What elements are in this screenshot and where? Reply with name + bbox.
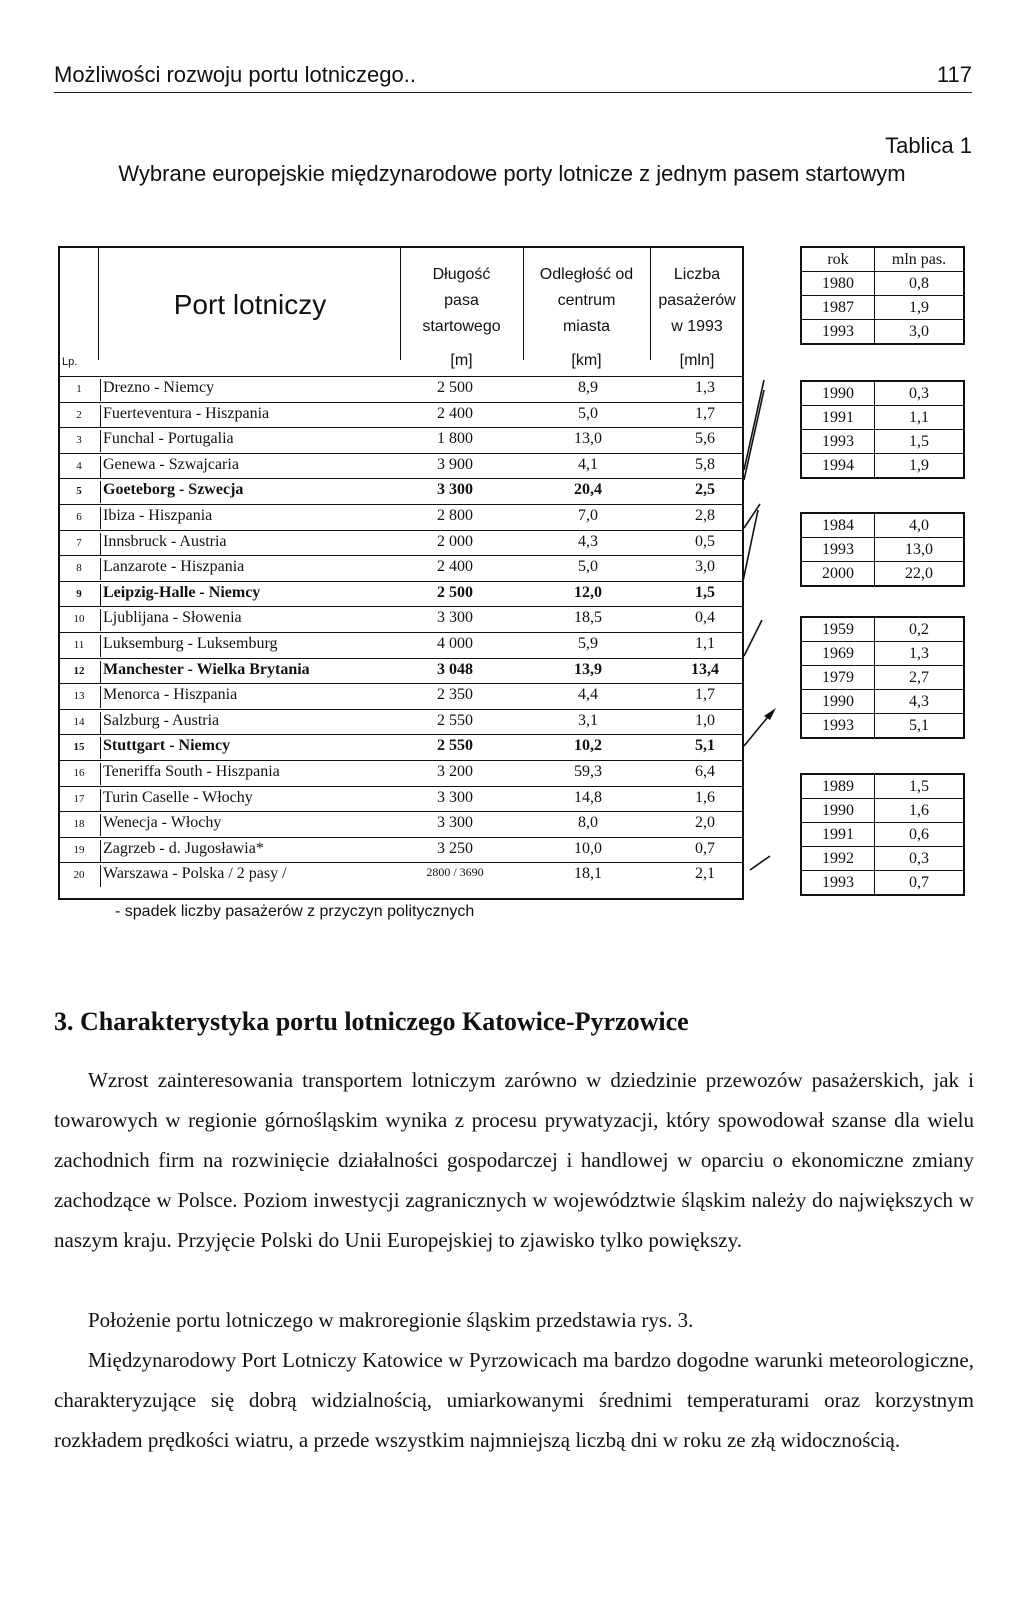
row-number: 4 [76,459,82,472]
row-airport-name: Drezno - Niemcy [100,379,214,401]
side-table-body [801,774,964,895]
row-distance: 18,5 [574,609,602,627]
side-table-row [801,871,964,896]
col-header-distance-l2: centrum [557,292,616,309]
row-airport-name: Menorca - Hiszpania [100,686,237,708]
row-distance: 4,4 [578,686,598,704]
header-divider [98,248,99,360]
row-airport-name: Manchester - Wielka Brytania [100,661,310,683]
table-row [60,606,742,632]
row-airport-name: Goeteborg - Szwecja [100,481,243,503]
row-runway-length: 2 500 [437,379,473,396]
row-runway-length: 3 200 [437,762,473,780]
side-year: 1989 [801,774,875,799]
table-row [60,709,742,735]
col-header-runway [400,262,523,340]
row-distance: 8,0 [578,814,598,832]
table-row [60,478,742,504]
running-header [54,60,972,93]
table-row [60,786,742,812]
row-passengers: 1,7 [695,404,715,422]
side-value: 1,3 [875,642,965,666]
side-value: 13,0 [875,538,965,562]
row-distance: 13,9 [574,660,602,678]
row-airport-name: Ljublijana - Słowenia [100,609,242,631]
row-airport-name: Leipzig-Halle - Niemcy [100,584,260,606]
row-number: 9 [76,587,82,600]
side-year: 1993 [801,538,875,562]
side-header-value: mln pas. [875,247,965,272]
col-header-runway-l3: startowego [422,318,501,335]
side-value: 0,8 [875,272,965,296]
row-passengers: 2,5 [695,481,715,499]
side-value: 1,9 [875,454,965,479]
table-footnote: - spadek liczby pasażerów z przyczyn politycznych [115,903,475,920]
side-year: 1990 [801,381,875,406]
table-row [60,530,742,556]
row-passengers: 2,8 [695,506,715,524]
unit-passengers: [mln] [679,352,715,369]
row-passengers: 1,3 [695,379,715,396]
side-table-row [801,847,964,871]
row-distance: 4,3 [578,532,598,550]
row-runway-length: 2 000 [437,532,473,550]
row-passengers: 1,1 [695,634,715,652]
row-airport-name: Warszawa - Polska / 2 pasy / [100,865,287,887]
row-passengers: 13,4 [691,660,719,678]
page-number: 117 [936,62,972,87]
row-runway-length: 3 300 [437,609,473,627]
row-passengers: 5,8 [695,455,715,473]
row-distance: 10,0 [574,839,602,857]
row-airport-name: Wenecja - Włochy [100,814,221,836]
row-distance: 10,2 [574,737,602,755]
table-row [60,427,742,453]
side-table-body [801,617,964,738]
side-value: 3,0 [875,320,965,345]
table-body [60,376,742,888]
row-passengers: 0,5 [695,532,715,550]
airports-table [58,246,744,900]
table-row [60,837,742,863]
table-row [60,504,742,530]
side-table-row [801,714,964,739]
row-number: 8 [76,562,82,575]
col-header-distance [523,262,650,340]
paragraph-1: Wzrost zainteresowania transportem lotniczym zarówno w dziedzinie przewozów pasażerskich, jak i towarowych w regionie górnośląskim wynika z procesu prywatyzacji, który spowodował szanse dla wielu zachodnich firm na rozwinięcie działalności gospodarczej i handlowej w oparciu o ekonomiczne zmiany zachodzące w Polsce. Poziom inwestycji zagranicznych w województwie śląskim należy do największych w naszym kraju. Przyjęcie Polski do Unii Europejskiej to zjawisko tylko powiększy. [54,1068,974,1252]
side-value: 5,1 [875,714,965,739]
unit-distance: [km] [571,352,602,369]
row-number: 14 [73,715,85,728]
row-passengers: 1,7 [695,686,715,704]
side-table-zagreb [800,773,965,896]
table-row [60,376,742,402]
row-runway-length: 3 300 [437,481,473,499]
side-table-row [801,562,964,587]
col-header-distance-l3: miasta [562,318,611,335]
paragraph-2: Położenie portu lotniczego w makroregionie śląskim przedstawia rys. 3. [88,1308,694,1332]
row-distance: 59,3 [574,762,602,780]
side-value: 22,0 [875,562,965,587]
side-table-body [801,381,964,478]
row-runway-length: 1 800 [437,430,473,448]
side-year: 1987 [801,296,875,320]
row-airport-name: Innsbruck - Austria [100,533,227,555]
row-runway-length: 2800 / 3690 [426,865,484,880]
side-value: 0,6 [875,823,965,847]
row-runway-length: 4 000 [437,634,473,652]
row-passengers: 2,1 [695,865,715,883]
col-header-runway-l2: pasa [444,292,479,309]
connector-line [744,504,760,528]
row-airport-name: Fuerteventura - Hiszpania [100,405,269,427]
row-distance: 18,1 [574,865,602,883]
side-value: 0,3 [875,381,965,406]
row-passengers: 5,1 [695,737,715,755]
side-year: 1993 [801,871,875,896]
side-table-row [801,513,964,538]
table-row [60,811,742,837]
side-year: 1959 [801,617,875,642]
unit-runway: [m] [450,352,473,369]
side-year: 1993 [801,320,875,345]
row-runway-length: 3 048 [437,660,473,678]
table-header [60,248,742,378]
side-year: 1979 [801,666,875,690]
row-airport-name: Salzburg - Austria [100,712,219,734]
connector-line [744,380,764,470]
side-table-row [801,642,964,666]
row-number: 3 [76,434,82,447]
row-passengers: 6,4 [695,762,715,780]
side-year: 1993 [801,430,875,454]
row-number: 20 [73,869,85,882]
row-distance: 20,4 [574,481,602,499]
row-airport-name: Zagrzeb - d. Jugosławia* [100,840,264,862]
row-runway-length: 3 250 [437,839,473,857]
row-distance: 5,9 [578,634,598,652]
side-table-fuerteventura [800,380,965,479]
connector-line [744,620,762,656]
row-distance: 7,0 [578,506,598,524]
row-airport-name: Turin Caselle - Włochy [100,789,253,811]
side-table-row [801,430,964,454]
paragraph-3: Międzynarodowy Port Lotniczy Katowice w Pyrzowicach ma bardzo dogodne warunki meteorologiczne, charakteryzujące się dobrą widzialnością, umiarkowanymi średnimi temperaturami oraz korzystnym rozkładem prędkości wiatru, a przede wszystkim najmniejszą liczbą dni w roku ze złą widocznością. [54,1348,974,1452]
row-distance: 3,1 [578,711,598,729]
row-number: 13 [73,690,85,703]
col-header-lp: Lp. [62,356,78,368]
side-table-row [801,690,964,714]
side-table-body [801,272,964,345]
row-runway-length: 3 900 [437,455,473,473]
row-passengers: 2,0 [695,814,715,832]
side-table-row [801,320,964,345]
row-number: 12 [73,664,85,677]
connector-lines [742,370,802,900]
col-header-port: Port lotniczy [173,289,327,320]
table-title: Wybrane europejskie międzynarodowe porty lotnicze z jednym pasem startowym [118,161,906,186]
side-table-row [801,272,964,296]
side-table-row [801,381,964,406]
side-table-row [801,454,964,479]
row-airport-name: Genewa - Szwajcaria [100,456,239,478]
table-row [60,658,742,684]
row-passengers: 5,6 [695,430,715,448]
side-value: 1,5 [875,774,965,799]
side-table-manchester [800,512,965,587]
row-runway-length: 2 350 [437,686,473,704]
row-airport-name: Teneriffa South - Hiszpania [100,763,280,785]
side-value: 0,7 [875,871,965,896]
side-table-row [801,666,964,690]
table-row [60,734,742,760]
row-number: 11 [73,638,85,651]
side-year: 1992 [801,847,875,871]
row-runway-length: 2 550 [437,737,473,755]
row-passengers: 3,0 [695,558,715,576]
side-table-body [801,513,964,586]
side-value: 1,6 [875,799,965,823]
side-year: 1969 [801,642,875,666]
table-row [60,632,742,658]
row-passengers: 1,6 [695,788,715,806]
col-header-passengers-l3: w 1993 [671,318,723,335]
row-airport-name: Lanzarote - Hiszpania [100,558,244,580]
side-year: 1990 [801,690,875,714]
side-table-row [801,406,964,430]
side-year: 1991 [801,406,875,430]
side-value: 4,0 [875,513,965,538]
row-passengers: 0,7 [695,839,715,857]
row-airport-name: Luksemburg - Luksemburg [100,635,278,657]
row-number: 1 [76,383,82,395]
side-year: 1984 [801,513,875,538]
row-distance: 8,9 [578,379,598,396]
row-number: 5 [76,485,82,498]
side-value: 1,5 [875,430,965,454]
side-table-lanzarote [800,246,965,345]
table-row [60,555,742,581]
row-number: 6 [76,510,82,523]
side-value: 0,2 [875,617,965,642]
col-header-passengers-l1: Liczba [673,266,721,283]
row-distance: 5,0 [578,558,598,576]
side-table-row [801,538,964,562]
table-row [60,453,742,479]
row-distance: 12,0 [574,583,602,601]
section-heading: 3. Charakterystyka portu lotniczego Katowice-Pyrzowice [54,1007,689,1036]
side-value: 4,3 [875,690,965,714]
row-runway-length: 2 400 [437,404,473,422]
row-number: 7 [76,536,82,549]
table-row [60,402,742,428]
side-year: 1993 [801,714,875,739]
table-row [60,581,742,607]
col-header-passengers-l2: pasażerów [658,292,736,309]
row-passengers: 1,5 [695,583,715,601]
row-passengers: 1,0 [695,711,715,729]
side-table-row [801,296,964,320]
row-airport-name: Stuttgart - Niemcy [100,737,230,759]
connector-line [742,510,758,586]
row-number: 16 [73,766,85,779]
row-number: 15 [73,741,85,754]
row-distance: 13,0 [574,430,602,448]
row-number: 10 [73,613,85,626]
row-airport-name: Funchal - Portugalia [100,430,234,452]
connector-line [744,390,764,480]
table-row [60,862,742,888]
row-distance: 5,0 [578,404,598,422]
row-passengers: 0,4 [695,609,715,627]
table-row [60,683,742,709]
side-value: 1,9 [875,296,965,320]
row-distance: 4,1 [578,455,598,473]
side-value: 0,3 [875,847,965,871]
row-runway-length: 2 500 [437,583,473,601]
side-table-row [801,617,964,642]
side-table-row [801,823,964,847]
side-table-stuttgart [800,616,965,739]
side-value: 1,1 [875,406,965,430]
col-header-passengers [650,262,744,340]
row-number: 19 [73,843,85,856]
row-runway-length: 3 300 [437,788,473,806]
side-value: 2,7 [875,666,965,690]
side-header-year: rok [801,247,875,272]
arrowhead [764,708,776,720]
col-header-distance-l1: Odległość od [539,266,634,283]
row-number: 2 [76,408,82,421]
running-title: Możliwości rozwoju portu lotniczego.. [54,62,416,87]
row-number: 17 [73,792,85,805]
side-year: 1994 [801,454,875,479]
row-runway-length: 2 550 [437,711,473,729]
side-table-row [801,774,964,799]
side-table-row [801,799,964,823]
row-number: 18 [73,818,85,831]
side-year: 1980 [801,272,875,296]
row-runway-length: 3 300 [437,814,473,832]
side-year: 2000 [801,562,875,587]
row-runway-length: 2 800 [437,506,473,524]
row-airport-name: Ibiza - Hiszpania [100,507,212,529]
row-distance: 14,8 [574,788,602,806]
table-label: Tablica 1 [885,133,972,158]
row-runway-length: 2 400 [437,558,473,576]
col-header-runway-l1: Długość [432,266,491,283]
side-year: 1991 [801,823,875,847]
table-row [60,760,742,786]
side-year: 1990 [801,799,875,823]
connector-line [750,856,770,870]
